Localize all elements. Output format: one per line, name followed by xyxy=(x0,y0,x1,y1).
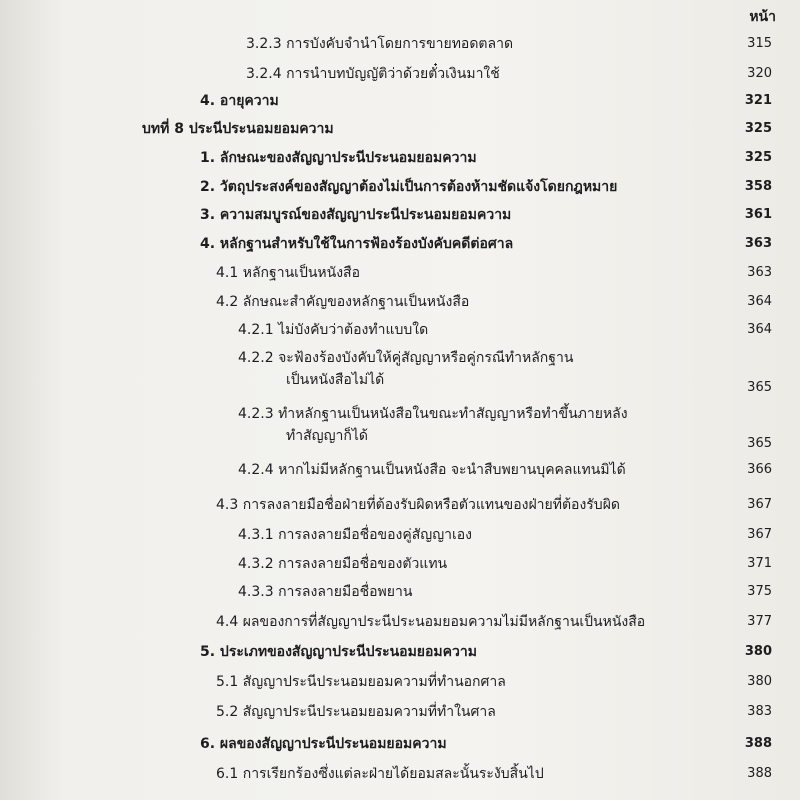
toc-entry xyxy=(0,62,800,86)
toc-page-number: 364 xyxy=(747,322,772,337)
toc-page-number: 358 xyxy=(744,179,772,194)
toc-entry-title: 6. ผลของสัญญาประนีประนอมยอมความ xyxy=(200,736,447,752)
toc-entry-title: 4.3.3 การลงลายมือชื่อพยาน xyxy=(238,584,413,600)
toc-page-number: 325 xyxy=(744,150,772,165)
toc-page-number: 361 xyxy=(744,207,772,222)
toc-entry xyxy=(0,261,800,285)
toc-entry-title: 5.1 สัญญาประนีประนอมยอมความที่ทำนอกศาล xyxy=(216,674,506,690)
toc-entry-title: 5. ประเภทของสัญญาประนีประนอมยอมความ xyxy=(200,644,477,660)
toc-entry xyxy=(0,670,800,694)
toc-entry-title-continued: ทำสัญญาก็ได้ xyxy=(286,428,368,444)
toc-entry-title: 4.3 การลงลายมือชื่อฝ่ายที่ต้องรับผิดหรือตัวแทนของฝ่ายที่ต้องรับผิด xyxy=(216,497,620,513)
toc-entry-title: 4.1 หลักฐานเป็นหนังสือ xyxy=(216,265,360,281)
toc-entry xyxy=(0,700,800,724)
toc-entry xyxy=(0,732,800,756)
toc-entry xyxy=(0,580,800,604)
toc-entry xyxy=(0,146,800,170)
toc-page-number: 380 xyxy=(744,644,772,659)
toc-entry xyxy=(0,402,800,451)
toc-page-number: 325 xyxy=(744,121,772,136)
toc-entry-title: 4. อายุความ xyxy=(200,93,279,109)
toc-entry-title: 4.3.1 การลงลายมือชื่อของคู่สัญญาเอง xyxy=(238,527,473,543)
toc-entry-title: 3. ความสมบูรณ์ของสัญญาประนีประนอมยอมความ xyxy=(200,207,512,223)
toc-entry-title: 4.2.1 ไม่บังคับว่าต้องทำแบบใด xyxy=(238,322,429,338)
toc-entry xyxy=(0,32,800,56)
toc-entry xyxy=(0,523,800,547)
toc-page-number: 371 xyxy=(747,556,772,571)
toc-page-number: 377 xyxy=(747,614,772,629)
toc-page-number: 388 xyxy=(744,736,772,751)
toc-entry xyxy=(0,458,800,482)
toc-entry-title: 3.2.4 การนำบทบัญญัติว่าด้วยตั๋วเงินมาใช้ xyxy=(246,66,500,82)
toc-entry xyxy=(0,203,800,227)
toc-page-number: 367 xyxy=(747,497,772,512)
toc-page-number: 365 xyxy=(747,380,772,395)
toc-entry-title: 4.2.2 จะฟ้องร้องบังคับให้คู่สัญญาหรือคู่กรณีทำหลักฐาน xyxy=(238,350,574,366)
toc-entry-title: 4.4 ผลของการที่สัญญาประนีประนอมยอมความไม่มีหลักฐานเป็นหนังสือ xyxy=(216,614,646,630)
toc-page-number: 365 xyxy=(747,436,772,451)
toc-page-number: 366 xyxy=(747,462,772,477)
toc-entry xyxy=(0,552,800,576)
toc-entry xyxy=(0,610,800,634)
toc-entry-title: 6.1 การเรียกร้องซึ่งแต่ละฝ่ายได้ยอมสละนั้นระงับสิ้นไป xyxy=(216,766,544,782)
toc-entry-title: 4.2 ลักษณะสำคัญของหลักฐานเป็นหนังสือ xyxy=(216,294,470,310)
toc-page-number: 367 xyxy=(747,527,772,542)
toc-page-number: 363 xyxy=(747,265,772,280)
toc-entry xyxy=(0,640,800,664)
toc-entry-title: บทที่ 8 ประนีประนอมยอมความ xyxy=(142,121,334,137)
toc-entry-title-continued: เป็นหนังสือไม่ได้ xyxy=(286,372,385,388)
toc-page-number: 388 xyxy=(747,766,772,781)
toc-entry xyxy=(0,89,800,113)
toc-entry xyxy=(0,232,800,256)
toc-entry xyxy=(0,318,800,342)
toc-entry xyxy=(0,175,800,199)
toc-entry-title: 4.2.3 ทำหลักฐานเป็นหนังสือในขณะทำสัญญาหรือทำขึ้นภายหลัง xyxy=(238,406,628,422)
toc-page-number: 363 xyxy=(744,236,772,251)
toc-entry-title: 2. วัตถุประสงค์ของสัญญาต้องไม่เป็นการต้องห้ามชัดแจ้งโดยกฎหมาย xyxy=(200,179,618,195)
toc-entry-title: 4.2.4 หากไม่มีหลักฐานเป็นหนังสือ จะนำสืบพยานบุคคลแทนมิได้ xyxy=(238,462,626,478)
toc-page-number: 383 xyxy=(747,704,772,719)
toc-page-number: 315 xyxy=(747,36,772,51)
toc-entry xyxy=(0,346,800,395)
toc-page-number: 321 xyxy=(744,93,772,108)
toc-entry-title: 4.3.2 การลงลายมือชื่อของตัวแทน xyxy=(238,556,448,572)
toc-entry-title: 3.2.3 การบังคับจำนำโดยการขายทอดตลาด xyxy=(246,36,514,52)
toc-page-number: 380 xyxy=(747,674,772,689)
toc-entry xyxy=(0,117,800,141)
toc-page-number: 375 xyxy=(747,584,772,599)
toc-page-number: 320 xyxy=(747,66,772,81)
toc-entry-title: 1. ลักษณะของสัญญาประนีประนอมยอมความ xyxy=(200,150,477,166)
toc-entry xyxy=(0,290,800,314)
page-column-header: หน้า xyxy=(749,9,776,25)
toc-entry xyxy=(0,493,800,517)
toc-entry xyxy=(0,762,800,786)
toc-entry-title: 5.2 สัญญาประนีประนอมยอมความที่ทำในศาล xyxy=(216,704,496,720)
toc-page-number: 364 xyxy=(747,294,772,309)
toc-entry-title: 4. หลักฐานสำหรับใช้ในการฟ้องร้องบังคับคดีต่อศาล xyxy=(200,236,514,252)
